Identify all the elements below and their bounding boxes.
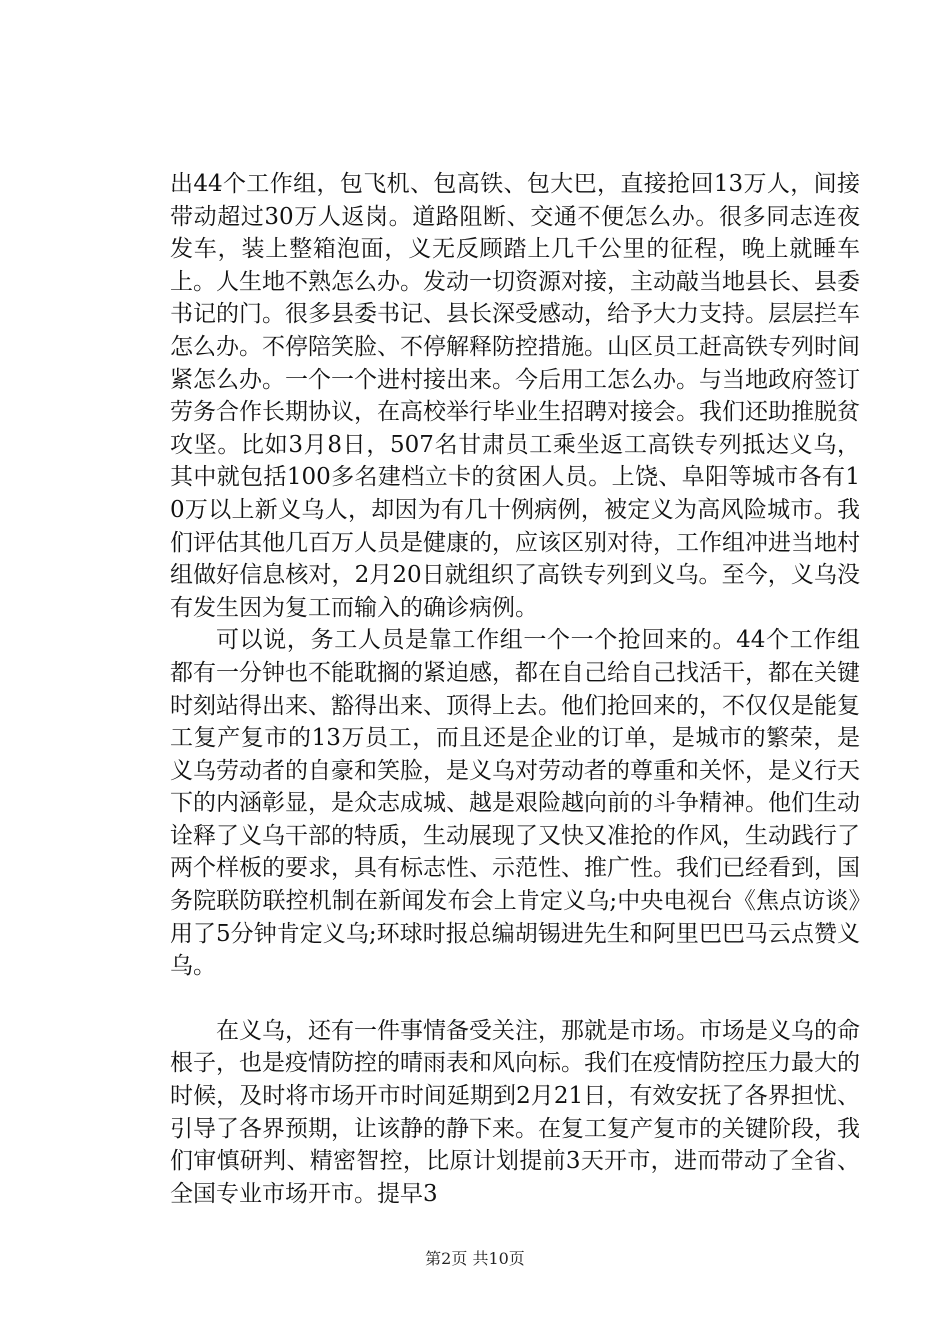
page-footer: 第2页 共10页 <box>425 1249 525 1268</box>
document-body <box>170 168 860 1210</box>
paragraph-continued: 出44个工作组，包飞机、包高铁、包大巴，直接抢回13万人，间接带动超过30万人返岗。道路阻断、交通不便怎么办。很多同志连夜发车，装上整箱泡面，义无反顾踏上几千公里的征程，晚上就睡车上。人生地不熟怎么办。发动一切资源对接，主动敲当地县长、县委书记的门。很多县委书记、县长深受感动，给予大力支持。层层拦车怎么办。不停陪笑脸、不停解释防控措施。山区员工赶高铁专列时间紧怎么办。一个一个进村接出来。今后用工怎么办。与当地政府签订劳务合作长期协议，在高校举行毕业生招聘对接会。我们还助推脱贫攻坚。比如3月8日，507名甘肃员工乘坐返工高铁专列抵达义乌，其中就包括100多名建档立卡的贫困人员。上饶、阜阳等城市各有10万以上新义乌人，却因为有几十例病例，被定义为高风险城市。我们评估其他几百万人员是健康的，应该区别对待，工作组冲进当地村组做好信息核对，2月20日就组织了高铁专列到义乌。至今，义乌没有发生因为复工而输入的确诊病例。 <box>170 171 860 621</box>
paragraph: 可以说，务工人员是靠工作组一个一个抢回来的。44个工作组都有一分钟也不能耽搁的紧迫感，都在自己给自己找活干，都在关键时刻站得出来、豁得出来、顶得上去。他们抢回来的，不仅仅是能复工复产复市的13万员工，而且还是企业的订单，是城市的繁荣，是义乌劳动者的自豪和笑脸，是义乌对劳动者的尊重和关怀，是义行天下的内涵彰显，是众志成城、越是艰险越向前的斗争精神。他们生动诠释了义乌干部的特质，生动展现了又快又准抢的作风，生动践行了两个样板的要求，具有标志性、示范性、推广性。我们已经看到，国务院联防联控机制在新闻发布会上肯定义乌;中央电视台《焦点访谈》用了5分钟肯定义乌;环球时报总编胡锡进先生和阿里巴巴马云点赞义乌。 <box>170 627 860 980</box>
paragraph: 在义乌，还有一件事情备受关注，那就是市场。市场是义乌的命根子，也是疫情防控的晴雨表和风向标。我们在疫情防控压力最大的时候，及时将市场开市时间延期到2月21日，有效安抚了各界担忧、引导了各界预期，让该静的静下来。在复工复产复市的关键阶段，我们审慎研判、精密智控，比原计划提前3天开市，进而带动了全省、全国专业市场开市。提早3 <box>170 1017 860 1207</box>
paragraph-gap <box>170 983 860 1015</box>
